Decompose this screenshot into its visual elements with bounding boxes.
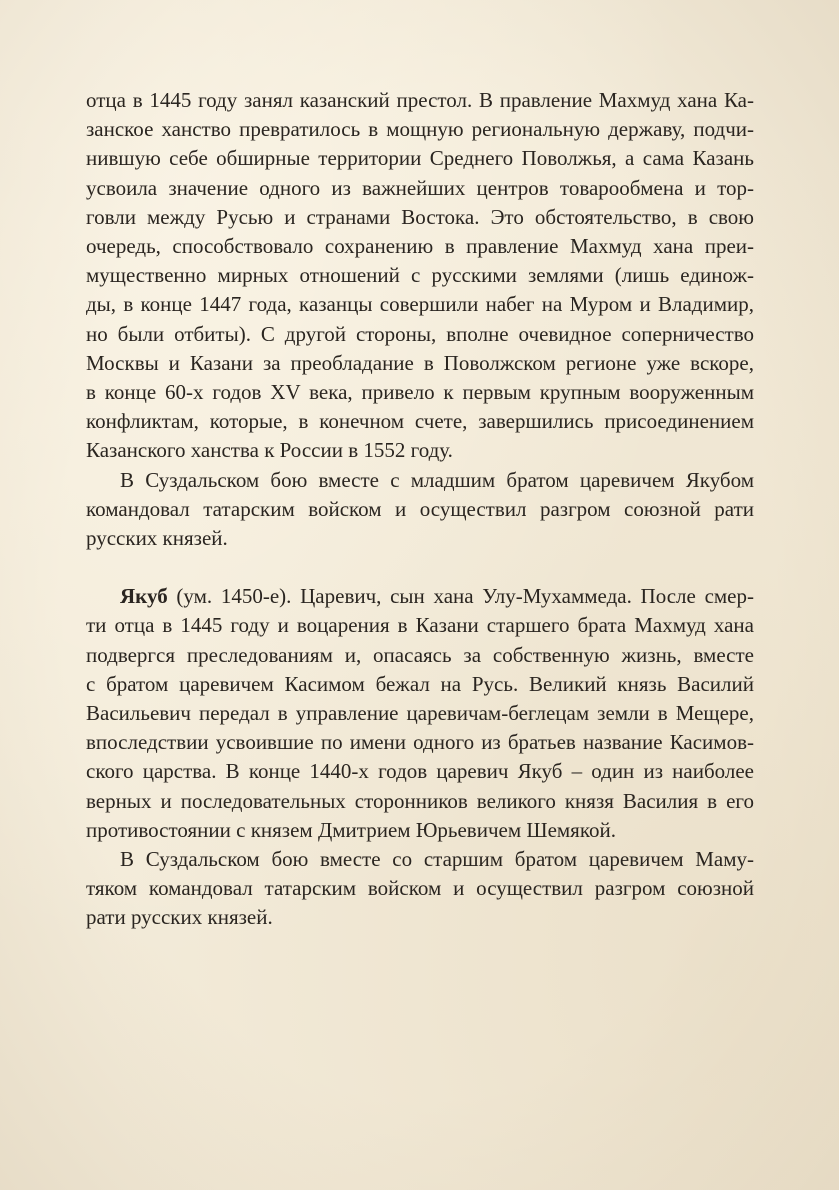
text-line: русских князей. [86, 526, 228, 551]
text-line: в конце 60-х годов XV века, привело к первым крупным вооруженным [86, 380, 754, 405]
text-line: с братом царевичем Касимом бежал на Русь. Великий князь Василий [86, 671, 754, 696]
text-line: командовал татарским войском и осуществил разгром союзной рати [86, 496, 754, 521]
paragraph-mahmud-suzdal [86, 466, 754, 554]
text-line: ды, в конце 1447 года, казанцы совершили набег на Муром и Владимир, [86, 292, 754, 317]
text-line: очередь, способствовало сохранению в правление Махмуд хана преи- [86, 234, 754, 259]
text-line: Казанского ханства к России в 1552 году. [86, 438, 453, 463]
paragraph-yakub-entry [86, 582, 754, 845]
text-line: усвоила значение одного из важнейших центров товарообмена и тор- [86, 175, 754, 200]
text-line: противостоянии с князем Дмитрием Юрьевичем Шемякой. [86, 817, 616, 842]
text-line: мущественно мирных отношений с русскими землями (лишь единож- [86, 263, 754, 288]
entry-name: Якуб [120, 584, 168, 609]
text-line: подвергся преследованиям и, опасаясь за собственную жизнь, вместе [86, 642, 754, 667]
text-line: конфликтам, которые, в конечном счете, завершились присоединением [86, 409, 754, 434]
entry-first-line: (ум. 1450-е). Царевич, сын хана Улу-Мухаммеда. После смер- [167, 584, 754, 609]
text-line: Москвы и Казани за преобладание в Поволжском регионе уже вскоре, [86, 350, 754, 375]
paragraph-mahmud-history [86, 86, 754, 466]
text-line: ти отца в 1445 году и воцарения в Казани старшего брата Махмуд хана [86, 613, 754, 638]
text-line: В Суздальском бою вместе с младшим братом царевичем Якубом [120, 467, 754, 492]
text-line: нившую себе обширные территории Среднего Поволжья, а сама Казань [86, 146, 754, 171]
text-line: но были отбиты). С другой стороны, вполне очевидное соперничество [86, 321, 754, 346]
text-line: верных и последовательных сторонников великого князя Василия в его [86, 788, 754, 813]
text-line: говли между Русью и странами Востока. Это обстоятельство, в свою [86, 204, 754, 229]
text-line: отца в 1445 году занял казанский престол. В правление Махмуд хана Ка- [86, 88, 754, 112]
text-column [86, 86, 754, 933]
paragraph-yakub-suzdal [86, 845, 754, 933]
text-line: впоследствии усвоившие по имени одного из братьев название Касимов- [86, 730, 754, 755]
text-line: В Суздальском бою вместе со старшим братом царевичем Маму- [120, 847, 754, 872]
text-line: ского царства. В конце 1440-х годов царевич Якуб – один из наиболее [86, 759, 754, 784]
text-line [86, 582, 754, 611]
text-line: Васильевич передал в управление царевичам-беглецам земли в Мещере, [86, 701, 754, 726]
text-line: тяком командовал татарским войском и осуществил разгром союзной [86, 876, 754, 901]
paragraph-spacer [86, 553, 754, 582]
text-line: рати русских князей. [86, 905, 273, 930]
text-line: занское ханство превратилось в мощную региональную державу, подчи- [86, 117, 754, 142]
